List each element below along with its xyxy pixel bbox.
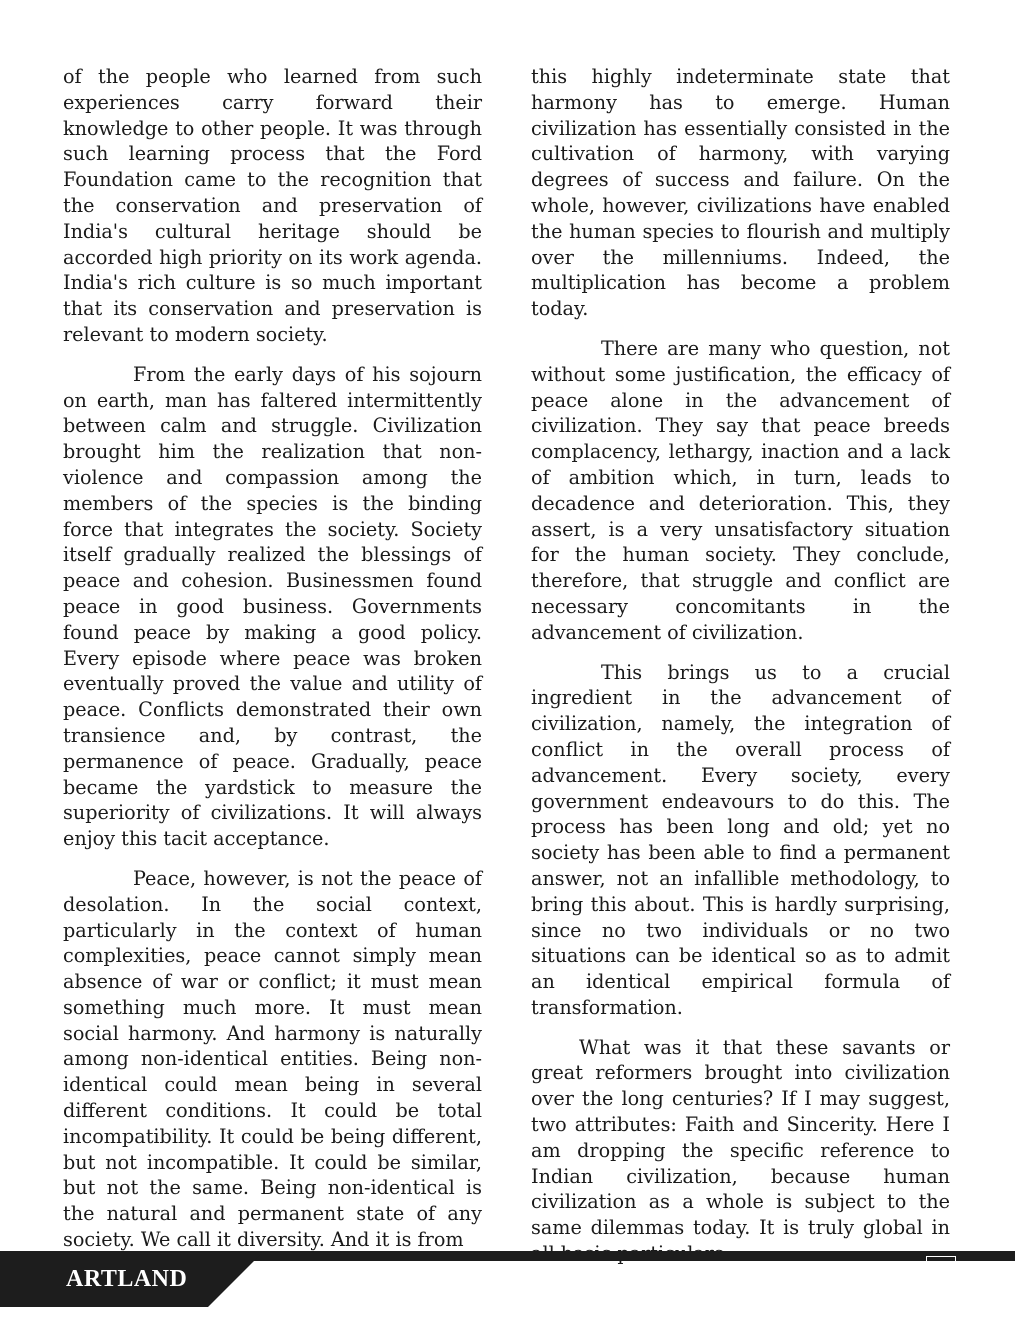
paragraph: of the people who learned from such experiences carry forward their knowledge to other people. It was through such learning process that the Ford Foundation came to the recognition that the conservation and preservation of India's cultural heritage should be accorded high priority on its work agenda. India's rich culture is so much important that its conservation and preservation is relevant to modern society. (63, 65, 482, 346)
publication-logo: ARTLAND (66, 1266, 188, 1292)
paragraph: From the early days of his sojourn on earth, man has faltered intermittently between calm and struggle. Civilization brought him the realization that non-violence and compassion among the members of the species is the binding force that integrates the society. Society itself gradually realized the blessings of peace and cohesion. Businessmen found peace in good business. Governments found peace by making a good policy. Every episode where peace was broken eventually proved the value and utility of peace. Conflicts demonstrated their own transience and, by contrast, the permanence of peace. Gradually, peace became the yardstick to measure the superiority of civilizations. It will always enjoy this tacit acceptance. (63, 362, 482, 851)
page-number: 17 (926, 1256, 956, 1279)
paragraph: What was it that these savants or great reformers brought into civilization over the long centuries? If I may suggest, two attributes: Faith and Sincerity. Here I am dropping the specific reference to Indian civilization, because human civilization as a whole is subject to the same dilemmas today. It is truly global in (531, 1035, 950, 1240)
paragraph: Peace, however, is not the peace of desolation. In the social context, particularly in the context of human complexities, peace cannot simply mean absence of war or conflict; it must mean something much more. It must mean social harmony. And harmony is naturally among non-identical entities. Being non-identical could mean being in several different conditions. It could be total incompatibility. It could be being different, but not incompatible. It could be similar, but not the same. Being non-identical is the natural and permanent state of any society. We call it diversity. And it is from (63, 866, 482, 1252)
left-column (63, 64, 482, 1267)
right-column (531, 64, 950, 1281)
paragraph: This brings us to a crucial ingredient in the advancement of civilization, namely, the integration of conflict in the overall process of advancement. Every society, every government endeavours to do this. The process has been long and old; yet no society has been able to find a permanent answer, not an infallible methodology, to bring this about. This is hardly surprising, since no two individuals or no two situations can be identical so as to admit an identical empirical formula of transformation. (531, 660, 950, 1019)
paragraph: this highly indeterminate state that harmony has to emerge. Human civilization has essentially consisted in the cultivation of harmony, with varying degrees of success and failure. On the whole, however, civilizations have enabled the human species to flourish and multiply over the millenniums. Indeed, the multiplication has become a problem today. (531, 65, 950, 321)
paragraph: There are many who question, not without some justification, the efficacy of peace alone in the advancement of civilization. They say that peace breeds complacency, lethargy, inaction and a lack of ambition which, in turn, leads to decadence and deterioration. This, they assert, is a very unsatisfactory situation for the human society. They conclude, therefore, that struggle and conflict are necessary concomitants in the advancement of civilization. (531, 336, 950, 644)
